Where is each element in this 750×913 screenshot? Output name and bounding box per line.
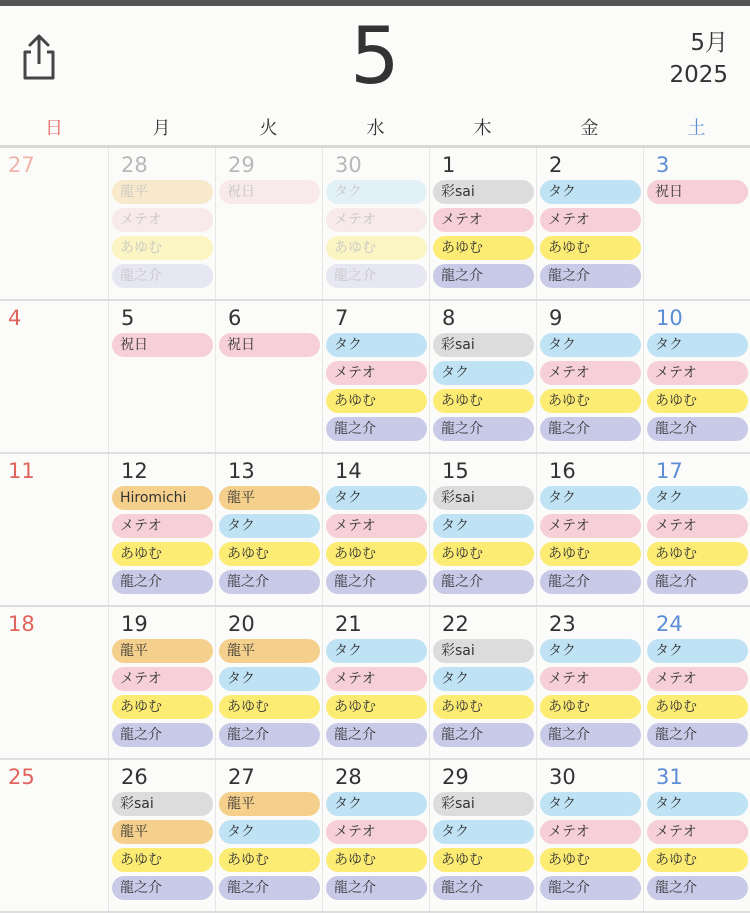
event-pill[interactable]: 龍之介	[219, 876, 320, 900]
day-cell[interactable]	[108, 148, 216, 299]
event-pill[interactable]: 龍之介	[112, 876, 213, 900]
day-number: 17	[656, 459, 683, 483]
day-cell[interactable]	[0, 301, 108, 452]
day-cell[interactable]	[108, 607, 216, 758]
day-cell[interactable]	[322, 454, 430, 605]
event-pill[interactable]: 龍之介	[647, 570, 748, 594]
event-pill[interactable]: メテオ	[540, 208, 641, 232]
event-pill[interactable]: タク	[647, 333, 748, 357]
day-number: 20	[228, 612, 255, 636]
day-cell[interactable]	[429, 760, 537, 911]
day-number: 30	[549, 765, 576, 789]
day-number: 23	[549, 612, 576, 636]
day-number: 7	[335, 306, 349, 330]
day-number: 8	[442, 306, 456, 330]
day-number: 9	[549, 306, 563, 330]
day-number: 19	[121, 612, 148, 636]
event-pill[interactable]: メテオ	[326, 820, 427, 844]
day-cell[interactable]	[108, 760, 216, 911]
event-pill[interactable]: あゆむ	[540, 236, 641, 260]
day-cell[interactable]	[322, 607, 430, 758]
week-row	[0, 760, 750, 911]
event-pill[interactable]: 龍平	[219, 639, 320, 663]
event-pill[interactable]: メテオ	[112, 514, 213, 538]
day-cell[interactable]	[215, 148, 323, 299]
day-cell[interactable]	[429, 148, 537, 299]
day-cell[interactable]	[643, 454, 750, 605]
day-cell[interactable]	[643, 760, 750, 911]
event-pill[interactable]: メテオ	[112, 208, 213, 232]
event-pill[interactable]: 龍之介	[540, 264, 641, 288]
weekday-label: 木	[473, 118, 492, 139]
event-pill[interactable]: タク	[647, 792, 748, 816]
day-cell[interactable]	[429, 454, 537, 605]
week-row	[0, 301, 750, 452]
day-number: 18	[8, 612, 35, 636]
day-number: 25	[8, 765, 35, 789]
day-number: 2	[549, 153, 563, 177]
day-number: 16	[549, 459, 576, 483]
event-pill[interactable]: 彩sai	[112, 792, 213, 816]
event-pill[interactable]: あゆむ	[112, 695, 213, 719]
day-cell[interactable]	[108, 301, 216, 452]
event-pill[interactable]: メテオ	[647, 820, 748, 844]
day-cell[interactable]	[0, 148, 108, 299]
event-pill[interactable]: 龍之介	[647, 417, 748, 441]
event-pill[interactable]: メテオ	[326, 361, 427, 385]
weekday-label: 月	[152, 118, 171, 139]
event-pill[interactable]: タク	[433, 361, 534, 385]
event-pill[interactable]: あゆむ	[433, 848, 534, 872]
event-pill[interactable]: メテオ	[647, 361, 748, 385]
event-pill[interactable]: メテオ	[326, 208, 427, 232]
day-number: 4	[8, 306, 22, 330]
event-pill[interactable]: メテオ	[647, 667, 748, 691]
event-pill[interactable]: あゆむ	[326, 848, 427, 872]
day-cell[interactable]	[536, 760, 644, 911]
event-pill[interactable]: メテオ	[540, 514, 641, 538]
event-pill[interactable]: あゆむ	[540, 389, 641, 413]
weekday-label: 火	[259, 118, 278, 139]
event-pill[interactable]: あゆむ	[326, 389, 427, 413]
event-pill[interactable]: 龍平	[112, 180, 213, 204]
day-cell[interactable]	[322, 148, 430, 299]
event-pill[interactable]: 龍之介	[647, 876, 748, 900]
event-pill[interactable]: 龍之介	[112, 723, 213, 747]
day-cell[interactable]	[322, 760, 430, 911]
day-cell[interactable]	[643, 607, 750, 758]
event-pill[interactable]: あゆむ	[433, 389, 534, 413]
weekday-label: 日	[45, 118, 63, 139]
day-number: 29	[228, 153, 255, 177]
day-cell[interactable]	[0, 760, 108, 911]
event-pill[interactable]: 龍之介	[540, 723, 641, 747]
event-pill[interactable]: 彩sai	[433, 333, 534, 357]
event-pill[interactable]: タク	[326, 639, 427, 663]
event-pill[interactable]: 龍之介	[112, 570, 213, 594]
weekday-header	[0, 114, 750, 144]
day-number: 24	[656, 612, 683, 636]
event-pill[interactable]: あゆむ	[433, 695, 534, 719]
event-pill[interactable]: タク	[326, 180, 427, 204]
event-pill[interactable]: 龍之介	[540, 876, 641, 900]
event-pill[interactable]: あゆむ	[219, 848, 320, 872]
event-pill[interactable]: 彩sai	[433, 180, 534, 204]
event-pill[interactable]: メテオ	[433, 208, 534, 232]
event-pill[interactable]: タク	[219, 514, 320, 538]
event-pill[interactable]: あゆむ	[219, 542, 320, 566]
event-pill[interactable]: メテオ	[540, 667, 641, 691]
event-pill[interactable]: 龍之介	[219, 723, 320, 747]
day-cell[interactable]	[108, 454, 216, 605]
day-cell[interactable]	[536, 148, 644, 299]
day-number: 10	[656, 306, 683, 330]
event-pill[interactable]: 彩sai	[433, 639, 534, 663]
event-pill[interactable]: 龍之介	[326, 876, 427, 900]
event-pill[interactable]: 龍之介	[326, 264, 427, 288]
event-pill[interactable]: タク	[433, 667, 534, 691]
event-pill[interactable]: あゆむ	[112, 848, 213, 872]
day-cell[interactable]	[536, 301, 644, 452]
event-pill[interactable]: タク	[326, 792, 427, 816]
event-pill[interactable]: タク	[540, 486, 641, 510]
event-pill[interactable]: 龍之介	[326, 723, 427, 747]
day-number: 22	[442, 612, 469, 636]
event-pill[interactable]: タク	[219, 667, 320, 691]
month-number: 5	[350, 12, 400, 102]
event-pill[interactable]: タク	[540, 333, 641, 357]
event-pill[interactable]: あゆむ	[326, 236, 427, 260]
top-status-bar	[0, 0, 750, 6]
day-number: 26	[121, 765, 148, 789]
event-pill[interactable]: 龍之介	[219, 570, 320, 594]
day-cell[interactable]	[215, 607, 323, 758]
event-pill[interactable]: 龍之介	[433, 264, 534, 288]
event-pill[interactable]: メテオ	[326, 514, 427, 538]
day-number: 5	[121, 306, 135, 330]
event-pill[interactable]: タク	[647, 639, 748, 663]
event-pill[interactable]: 龍之介	[433, 876, 534, 900]
event-pill[interactable]: 龍之介	[433, 723, 534, 747]
day-number: 11	[8, 459, 35, 483]
event-pill[interactable]: 祝日	[219, 180, 320, 204]
year-label: 2025	[669, 62, 728, 88]
event-pill[interactable]: あゆむ	[647, 389, 748, 413]
month-label: 5月	[690, 30, 728, 56]
event-pill[interactable]: あゆむ	[433, 542, 534, 566]
event-pill[interactable]: タク	[433, 514, 534, 538]
event-pill[interactable]: あゆむ	[326, 695, 427, 719]
event-pill[interactable]: あゆむ	[112, 236, 213, 260]
event-pill[interactable]: メテオ	[540, 361, 641, 385]
weekday-label: 金	[580, 118, 599, 139]
event-pill[interactable]: メテオ	[112, 667, 213, 691]
weekday-label: 水	[366, 118, 385, 139]
day-number: 28	[121, 153, 148, 177]
day-cell[interactable]	[536, 607, 644, 758]
event-pill[interactable]: 龍之介	[326, 417, 427, 441]
event-pill[interactable]: あゆむ	[326, 542, 427, 566]
day-number: 27	[228, 765, 255, 789]
day-number: 27	[8, 153, 35, 177]
day-number: 15	[442, 459, 469, 483]
event-pill[interactable]: メテオ	[647, 514, 748, 538]
day-number: 3	[656, 153, 670, 177]
event-pill[interactable]: メテオ	[326, 667, 427, 691]
day-number: 13	[228, 459, 255, 483]
day-cell[interactable]	[643, 148, 750, 299]
event-pill[interactable]: 彩sai	[433, 792, 534, 816]
event-pill[interactable]: あゆむ	[219, 695, 320, 719]
event-pill[interactable]: 祝日	[112, 333, 213, 357]
day-number: 14	[335, 459, 362, 483]
event-pill[interactable]: 龍之介	[540, 417, 641, 441]
event-pill[interactable]: あゆむ	[540, 695, 641, 719]
day-cell[interactable]	[322, 301, 430, 452]
event-pill[interactable]: 龍之介	[112, 264, 213, 288]
day-cell[interactable]	[643, 301, 750, 452]
event-pill[interactable]: 彩sai	[433, 486, 534, 510]
event-pill[interactable]: タク	[219, 820, 320, 844]
weekday-label: 土	[687, 118, 706, 139]
event-pill[interactable]: タク	[540, 180, 641, 204]
event-pill[interactable]: あゆむ	[647, 695, 748, 719]
day-cell[interactable]	[215, 760, 323, 911]
day-number: 28	[335, 765, 362, 789]
event-pill[interactable]: あゆむ	[540, 542, 641, 566]
event-pill[interactable]: あゆむ	[647, 542, 748, 566]
day-number: 29	[442, 765, 469, 789]
event-pill[interactable]: 龍之介	[433, 417, 534, 441]
event-pill[interactable]: あゆむ	[433, 236, 534, 260]
week-row	[0, 454, 750, 605]
event-pill[interactable]: 龍平	[219, 792, 320, 816]
week-row	[0, 607, 750, 758]
event-pill[interactable]: あゆむ	[112, 542, 213, 566]
day-cell[interactable]	[536, 454, 644, 605]
event-pill[interactable]: 龍之介	[540, 570, 641, 594]
day-number: 12	[121, 459, 148, 483]
day-number: 30	[335, 153, 362, 177]
day-number: 21	[335, 612, 362, 636]
day-cell[interactable]	[215, 454, 323, 605]
event-pill[interactable]: 龍平	[219, 486, 320, 510]
event-pill[interactable]: 祝日	[219, 333, 320, 357]
event-pill[interactable]: あゆむ	[540, 848, 641, 872]
week-row	[0, 148, 750, 299]
event-pill[interactable]: タク	[647, 486, 748, 510]
event-pill[interactable]: 龍之介	[433, 570, 534, 594]
event-pill[interactable]: タク	[326, 333, 427, 357]
day-cell[interactable]	[429, 607, 537, 758]
event-pill[interactable]: 龍之介	[647, 723, 748, 747]
event-pill[interactable]: タク	[540, 639, 641, 663]
day-number: 6	[228, 306, 242, 330]
event-pill[interactable]: あゆむ	[647, 848, 748, 872]
day-number: 1	[442, 153, 456, 177]
day-cell[interactable]	[0, 454, 108, 605]
event-pill[interactable]: 龍平	[112, 639, 213, 663]
event-pill[interactable]: タク	[540, 792, 641, 816]
day-cell[interactable]	[0, 607, 108, 758]
event-pill[interactable]: タク	[433, 820, 534, 844]
event-pill[interactable]: 祝日	[647, 180, 748, 204]
event-pill[interactable]: メテオ	[540, 820, 641, 844]
day-cell[interactable]	[215, 301, 323, 452]
event-pill[interactable]: Hiromichi	[112, 486, 213, 510]
event-pill[interactable]: タク	[326, 486, 427, 510]
event-pill[interactable]: 龍平	[112, 820, 213, 844]
event-pill[interactable]: 龍之介	[326, 570, 427, 594]
day-number: 31	[656, 765, 683, 789]
day-cell[interactable]	[429, 301, 537, 452]
